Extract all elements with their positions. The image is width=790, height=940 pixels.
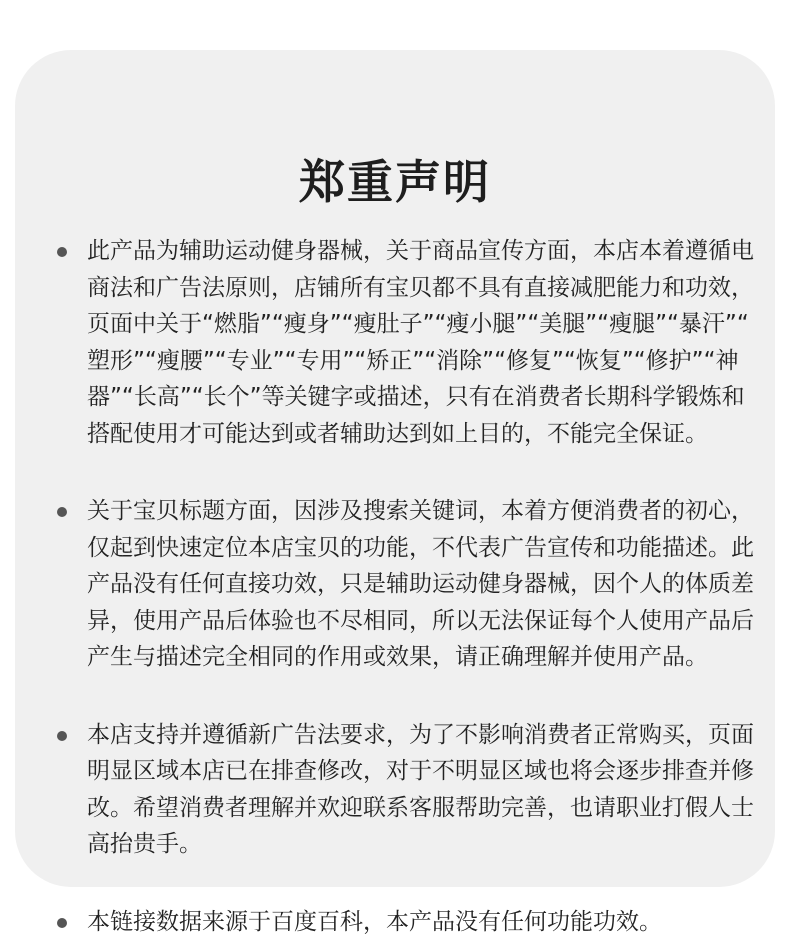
statement-card (15, 50, 775, 887)
bullet-dot-icon (57, 918, 67, 928)
bullet-dot-icon (57, 731, 67, 741)
statement-item-3 (53, 717, 757, 863)
statement-item-text: 本链接数据来源于百度百科，本产品没有任何功能功效。 (87, 909, 662, 935)
statement-item-text: 此产品为辅助运动健身器械，关于商品宣传方面，本店本着遵循电商法和广告法原则，店铺所有宝贝都不具有直接减肥能力和功效，页面中关于“燃脂”“瘦身”“瘦肚子”“瘦小腿”“美腿”“瘦腿”“暴汗”“塑形”“瘦腰”“专业”“专用”“矫正”“消除”“修复”“恢复”“修护”“神器”“长高”“长个”等关键字或描述，只有在消费者长期科学锻炼和搭配使用才可能达到或者辅助达到如上目的，不能完全保证。 (87, 238, 754, 447)
statement-item-4 (53, 904, 757, 940)
bullet-dot-icon (57, 247, 67, 257)
statement-item-text: 本店支持并遵循新广告法要求，为了不影响消费者正常购买，页面明显区域本店已在排查修改，对于不明显区域也将会逐步排查并修改。希望消费者理解并欢迎联系客服帮助完善，也请职业打假人士高抬贵手。 (87, 722, 754, 858)
statement-item-1 (53, 233, 757, 452)
statement-item-text: 关于宝贝标题方面，因涉及搜索关键词，本着方便消费者的初心，仅起到快速定位本店宝贝的功能，不代表广告宣传和功能描述。此产品没有任何直接功效，只是辅助运动健身器械，因个人的体质差异，使用产品后体验也不尽相同，所以无法保证每个人使用产品后产生与描述完全相同的作用或效果，请正确理解并使用产品。 (87, 498, 754, 670)
bullet-dot-icon (57, 507, 67, 517)
page-title: 郑重声明 (15, 150, 775, 214)
statement-list (53, 233, 757, 940)
statement-item-2 (53, 493, 757, 676)
